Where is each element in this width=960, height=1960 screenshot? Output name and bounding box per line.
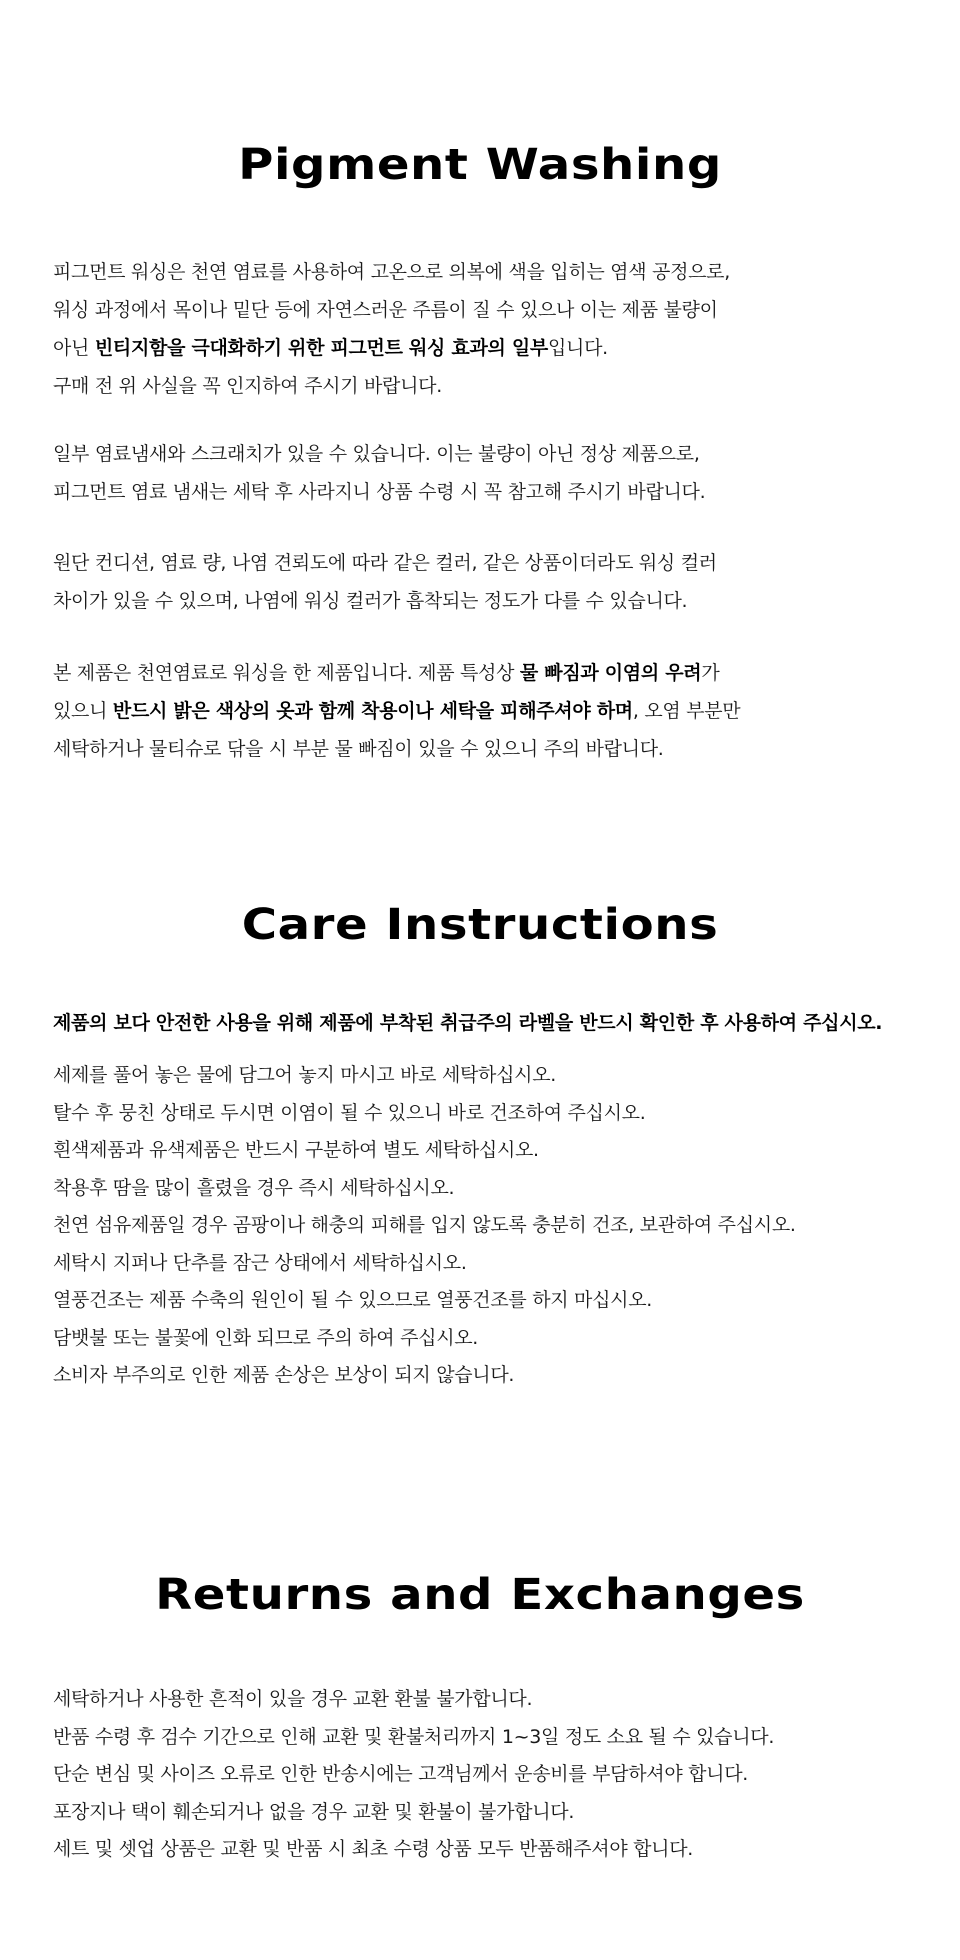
care-item: 열풍건조는 제품 수축의 원인이 될 수 있으므로 열풍건조를 하지 마십시오. xyxy=(53,1289,653,1311)
text-line: 일부 염료냄새와 스크래치가 있을 수 있습니다. 이는 불량이 아닌 정상 제품으로, xyxy=(53,443,700,465)
text-line: 피그먼트 워싱은 천연 염료를 사용하여 고온으로 의복에 색을 입히는 염색 공정으로, xyxy=(53,261,730,283)
pigment-washing-heading: Pigment Washing xyxy=(238,140,722,190)
text-line: 원단 컨디션, 염료 량, 나염 견뢰도에 따라 같은 컬러, 같은 상품이더라도 워싱 컬러 xyxy=(53,552,717,574)
care-item: 천연 섬유제품일 경우 곰팡이나 해충의 피해를 입지 않도록 충분히 건조, 보관하여 주십시오. xyxy=(53,1214,796,1236)
care-item: 탈수 후 뭉친 상태로 두시면 이염이 될 수 있으니 바로 건조하여 주십시오. xyxy=(53,1101,646,1124)
care-item: 세탁시 지퍼나 단추를 잠근 상태에서 세탁하십시오. xyxy=(53,1251,467,1274)
text-segment: , 오염 부분만 xyxy=(632,700,741,722)
returns-item: 세탁하거나 사용한 흔적이 있을 경우 교환 환불 불가합니다. xyxy=(53,1688,533,1710)
care-notice-text: 제품의 보다 안전한 사용을 위해 제품에 부착된 취급주의 라벨을 반드시 확인한 후 사용하여 주십시오. xyxy=(53,1012,883,1034)
returns-item: 포장지나 택이 훼손되거나 없을 경우 교환 및 환불이 불가합니다. xyxy=(53,1800,575,1823)
returns-item: 단순 변심 및 사이즈 오류로 인한 반송시에는 고객님께서 운송비를 부담하셔야 합니다. xyxy=(53,1763,749,1785)
returns-item: 반품 수령 후 검수 기간으로 인해 교환 및 환불처리까지 1~3일 정도 소요 될 수 있습니다. xyxy=(53,1725,775,1748)
care-item: 흰색제품과 유색제품은 반드시 구분하여 별도 세탁하십시오. xyxy=(53,1139,539,1161)
care-notice xyxy=(53,1007,933,1039)
care-item: 착용후 땀을 많이 흘렸을 경우 즉시 세탁하십시오. xyxy=(53,1176,455,1199)
text-line: 차이가 있을 수 있으며, 나염에 워싱 컬러가 흡착되는 정도가 다를 수 있습니다. xyxy=(53,590,688,612)
emphasis-text: 물 빠짐과 이염의 우려 xyxy=(519,662,702,684)
care-list xyxy=(53,1057,933,1395)
care-item: 담뱃불 또는 불꽃에 인화 되므로 주의 하여 주십시오. xyxy=(53,1326,479,1349)
text-line: 피그먼트 염료 냄새는 세탁 후 사라지니 상품 수령 시 꼭 참고해 주시기 바랍니다. xyxy=(53,481,706,503)
text-line: 구매 전 위 사실을 꼭 인지하여 주시기 바랍니다. xyxy=(53,375,442,397)
text-segment: 아닌 xyxy=(53,337,95,359)
returns-list xyxy=(53,1681,933,1869)
returns-item: 세트 및 셋업 상품은 교환 및 반품 시 최초 수령 상품 모두 반품해주셔야 합니다. xyxy=(53,1838,694,1860)
text-line xyxy=(53,654,933,692)
pigment-paragraph-4 xyxy=(53,654,933,768)
text-line xyxy=(53,329,933,367)
emphasis-text: 반드시 밝은 색상의 옷과 함께 착용이나 세탁을 피해주셔야 하며 xyxy=(112,700,633,722)
pigment-paragraph-3 xyxy=(53,544,933,620)
text-line xyxy=(53,692,933,730)
care-instructions-heading: Care Instructions xyxy=(241,900,719,950)
text-segment: 있으니 xyxy=(53,700,113,722)
returns-exchanges-heading: Returns and Exchanges xyxy=(155,1570,805,1620)
care-item: 소비자 부주의로 인한 제품 손상은 보상이 되지 않습니다. xyxy=(53,1364,515,1386)
pigment-paragraph-1 xyxy=(53,253,933,405)
text-segment: 본 제품은 천연염료로 워싱을 한 제품입니다. 제품 특성상 xyxy=(53,662,520,684)
text-line: 세탁하거나 물티슈로 닦을 시 부분 물 빠짐이 있을 수 있으니 주의 바랍니다. xyxy=(53,738,664,760)
care-item: 세제를 풀어 놓은 물에 담그어 놓지 마시고 바로 세탁하십시오. xyxy=(53,1064,557,1086)
text-line: 워싱 과정에서 목이나 밑단 등에 자연스러운 주름이 질 수 있으나 이는 제품 불량이 xyxy=(53,299,718,321)
emphasis-text: 빈티지함을 극대화하기 위한 피그먼트 워싱 효과의 일부 xyxy=(94,337,548,359)
text-segment: 입니다. xyxy=(548,337,608,359)
text-segment: 가 xyxy=(701,662,720,684)
pigment-paragraph-2 xyxy=(53,435,933,511)
